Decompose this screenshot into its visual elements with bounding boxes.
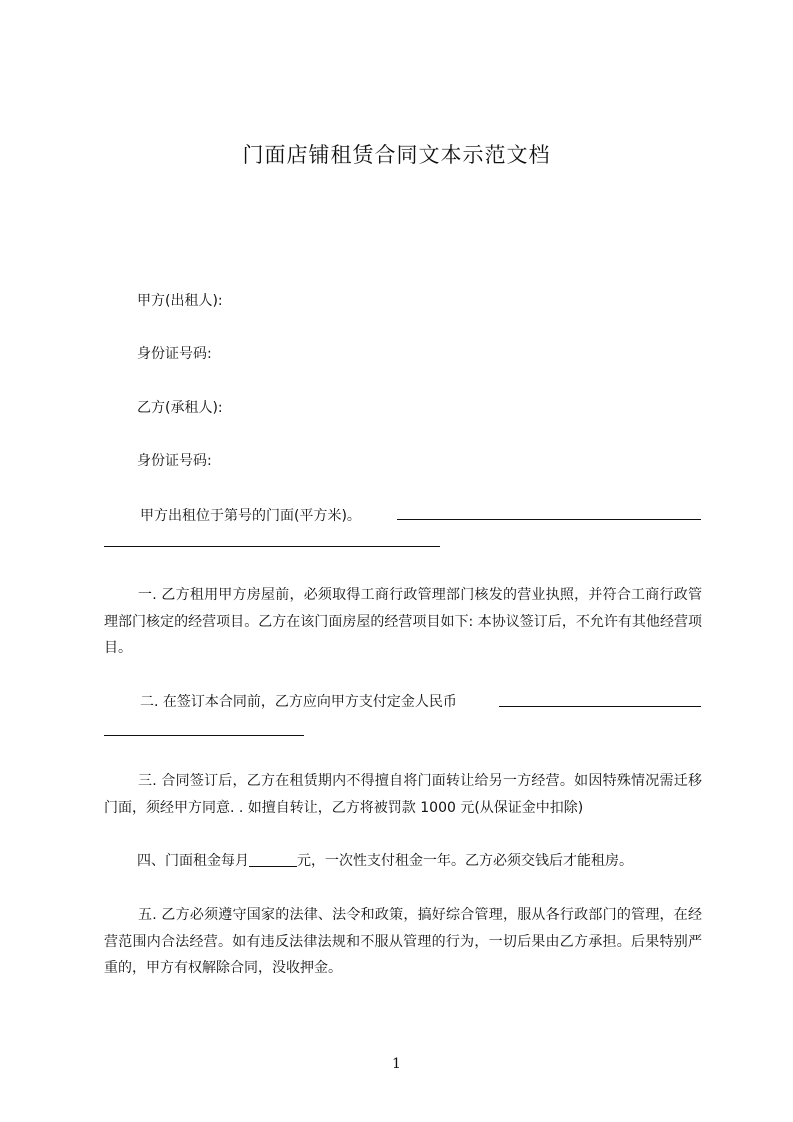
clause-1: 一. 乙方租用甲方房屋前，必须取得工商行政管理部门核发的营业执照，并符合工商行政管理部门核定的经营项目。乙方在该门面房屋的经营项目如下: 本协议签订后，不允许有其他经营项目。 — [104, 587, 702, 656]
deposit-blank-line-2 — [104, 735, 304, 736]
lessee-label: 乙方(承租人): — [137, 400, 223, 416]
clause-5: 五. 乙方必须遵守国家的法律、法令和政策，搞好综合管理，服从各行政部门的管理，在经营范围内合法经营。如有违反法律法规和不服从管理的行为，一切后果由乙方承担。后果特别严重的，甲方有权解除合同，没收押金。 — [104, 907, 702, 976]
clause-4 — [137, 851, 633, 871]
lessee-id-label: 身份证号码: — [137, 453, 212, 469]
clause-2: 二. 在签订本合同前，乙方应向甲方支付定金人民币 — [140, 694, 457, 710]
page-number: 1 — [392, 1056, 401, 1072]
lessor-id-label: 身份证号码: — [137, 346, 212, 362]
clause-3: 三. 合同签订后，乙方在租赁期内不得擅自将门面转让给另一方经营。如因特殊情况需迁移门面，须经甲方同意. . 如擅自转让，乙方将被罚款 1000 元(从保证金中扣除) — [104, 773, 702, 816]
clause-4-suffix: 元，一次性支付租金一年。乙方必须交钱后才能租房。 — [297, 853, 633, 869]
clause-4-prefix: 四、门面租金每月 — [137, 853, 249, 869]
lessor-label: 甲方(出租人): — [137, 293, 223, 309]
rent-blank — [249, 852, 297, 867]
deposit-blank-line-1 — [499, 706, 701, 707]
page-title: 门面店铺租赁合同文本示范文档 — [242, 143, 551, 167]
premises-blank-line-1 — [397, 519, 701, 520]
premises-clause: 甲方出租位于第号的门面(平方米)。 — [140, 508, 361, 524]
premises-blank-line-2 — [104, 546, 440, 547]
